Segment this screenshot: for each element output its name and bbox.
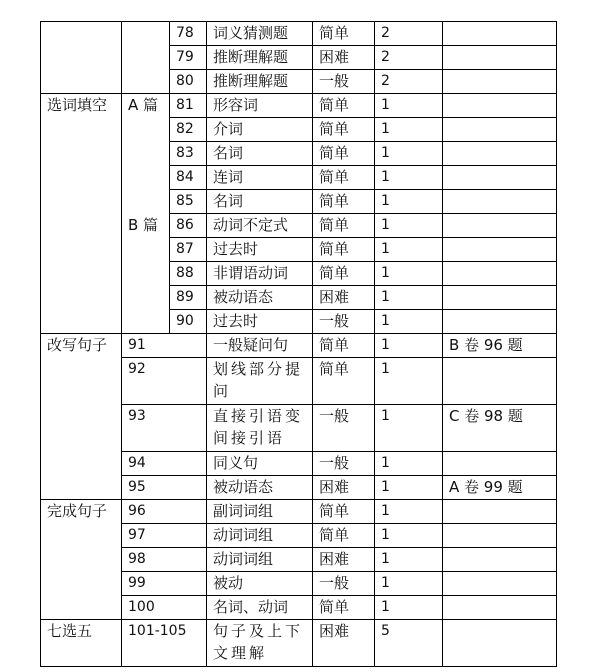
difficulty-cell: 简单 [313,500,375,524]
part-cell [122,22,170,94]
content-cell: 副词词组 [207,500,313,524]
note-cell [443,70,557,94]
difficulty-cell: 简单 [313,524,375,548]
content-cell: 被动语态 [207,476,313,500]
score-cell: 1 [375,596,443,620]
question-number-cell: 85 [170,190,207,214]
difficulty-cell: 困难 [313,548,375,572]
section-cell: 完成句子 [41,500,122,620]
note-cell [443,22,557,46]
section-cell: 选词填空 [41,94,122,334]
difficulty-cell: 简单 [313,214,375,238]
content-cell: 一般疑问句 [207,334,313,358]
score-cell: 1 [375,238,443,262]
content-cell: 非谓语动词 [207,262,313,286]
note-cell [443,46,557,70]
content-cell: 同义句 [207,452,313,476]
note-cell [443,94,557,118]
question-number-cell: 90 [170,310,207,334]
difficulty-cell: 困难 [313,46,375,70]
difficulty-cell: 简单 [313,190,375,214]
difficulty-cell: 简单 [313,118,375,142]
content-cell: 名词、动词 [207,596,313,620]
content-cell: 动词词组 [207,524,313,548]
score-cell: 5 [375,620,443,667]
content-cell: 动词不定式 [207,214,313,238]
note-cell [443,596,557,620]
note-cell [443,262,557,286]
score-cell: 1 [375,190,443,214]
difficulty-cell: 一般 [313,572,375,596]
note-cell [443,238,557,262]
difficulty-cell: 简单 [313,166,375,190]
score-cell: 1 [375,262,443,286]
score-cell: 1 [375,572,443,596]
score-cell: 1 [375,405,443,452]
note-cell [443,500,557,524]
question-number-cell: 96 [122,500,207,524]
score-cell: 1 [375,334,443,358]
question-number-cell: 83 [170,142,207,166]
note-cell [443,214,557,238]
note-cell [443,524,557,548]
question-number-cell: 87 [170,238,207,262]
difficulty-cell: 一般 [313,452,375,476]
difficulty-cell: 一般 [313,405,375,452]
note-cell [443,190,557,214]
question-number-cell: 99 [122,572,207,596]
question-number-cell: 89 [170,286,207,310]
difficulty-cell: 简单 [313,22,375,46]
question-number-cell: 100 [122,596,207,620]
question-number-cell: 79 [170,46,207,70]
content-cell: 介词 [207,118,313,142]
score-cell: 1 [375,524,443,548]
question-number-cell: 98 [122,548,207,572]
question-number-cell: 86 [170,214,207,238]
table-row [41,94,557,118]
question-number-cell: 95 [122,476,207,500]
note-cell [443,142,557,166]
note-cell [443,286,557,310]
score-cell: 1 [375,476,443,500]
question-number-cell: 92 [122,358,207,405]
section-cell [41,22,122,94]
exam-analysis-table [40,21,557,667]
question-number-cell: 101-105 [122,620,207,667]
difficulty-cell: 简单 [313,262,375,286]
note-cell [443,548,557,572]
difficulty-cell: 困难 [313,476,375,500]
score-cell: 1 [375,310,443,334]
note-cell [443,358,557,405]
question-number-cell: 94 [122,452,207,476]
question-number-cell: 91 [122,334,207,358]
question-number-cell: 81 [170,94,207,118]
section-cell: 七选五 [41,620,122,667]
part-cell: B 篇 [122,214,170,334]
score-cell: 1 [375,358,443,405]
score-cell: 1 [375,500,443,524]
content-cell: 连词 [207,166,313,190]
content-cell: 过去时 [207,238,313,262]
difficulty-cell: 简单 [313,142,375,166]
score-cell: 1 [375,166,443,190]
part-cell: A 篇 [122,94,170,214]
content-cell: 句子及上下文理解 [207,620,313,667]
content-cell: 直接引语变间接引语 [207,405,313,452]
difficulty-cell: 简单 [313,358,375,405]
difficulty-cell: 简单 [313,238,375,262]
content-cell: 推断理解题 [207,46,313,70]
content-cell: 名词 [207,142,313,166]
score-cell: 1 [375,142,443,166]
content-cell: 过去时 [207,310,313,334]
table-row [41,334,557,358]
question-number-cell: 80 [170,70,207,94]
score-cell: 2 [375,70,443,94]
question-number-cell: 97 [122,524,207,548]
question-number-cell: 93 [122,405,207,452]
content-cell: 动词词组 [207,548,313,572]
score-cell: 1 [375,118,443,142]
note-cell [443,310,557,334]
score-cell: 1 [375,548,443,572]
note-cell [443,452,557,476]
note-cell [443,620,557,667]
difficulty-cell: 困难 [313,286,375,310]
difficulty-cell: 简单 [313,596,375,620]
score-cell: 2 [375,46,443,70]
content-cell: 推断理解题 [207,70,313,94]
question-number-cell: 88 [170,262,207,286]
table-row [41,22,557,46]
content-cell: 形容词 [207,94,313,118]
note-cell [443,118,557,142]
note-cell: A 卷 99 题 [443,476,557,500]
question-number-cell: 78 [170,22,207,46]
content-cell: 划线部分提问 [207,358,313,405]
note-cell: C 卷 98 题 [443,405,557,452]
question-number-cell: 82 [170,118,207,142]
table-row [41,500,557,524]
note-cell [443,166,557,190]
difficulty-cell: 一般 [313,310,375,334]
score-cell: 1 [375,286,443,310]
score-cell: 2 [375,22,443,46]
score-cell: 1 [375,94,443,118]
table-row [41,620,557,667]
difficulty-cell: 简单 [313,94,375,118]
note-cell [443,572,557,596]
difficulty-cell: 简单 [313,334,375,358]
section-cell: 改写句子 [41,334,122,500]
score-cell: 1 [375,452,443,476]
note-cell: B 卷 96 题 [443,334,557,358]
content-cell: 被动 [207,572,313,596]
content-cell: 词义猜测题 [207,22,313,46]
question-number-cell: 84 [170,166,207,190]
difficulty-cell: 一般 [313,70,375,94]
content-cell: 被动语态 [207,286,313,310]
difficulty-cell: 困难 [313,620,375,667]
score-cell: 1 [375,214,443,238]
content-cell: 名词 [207,190,313,214]
